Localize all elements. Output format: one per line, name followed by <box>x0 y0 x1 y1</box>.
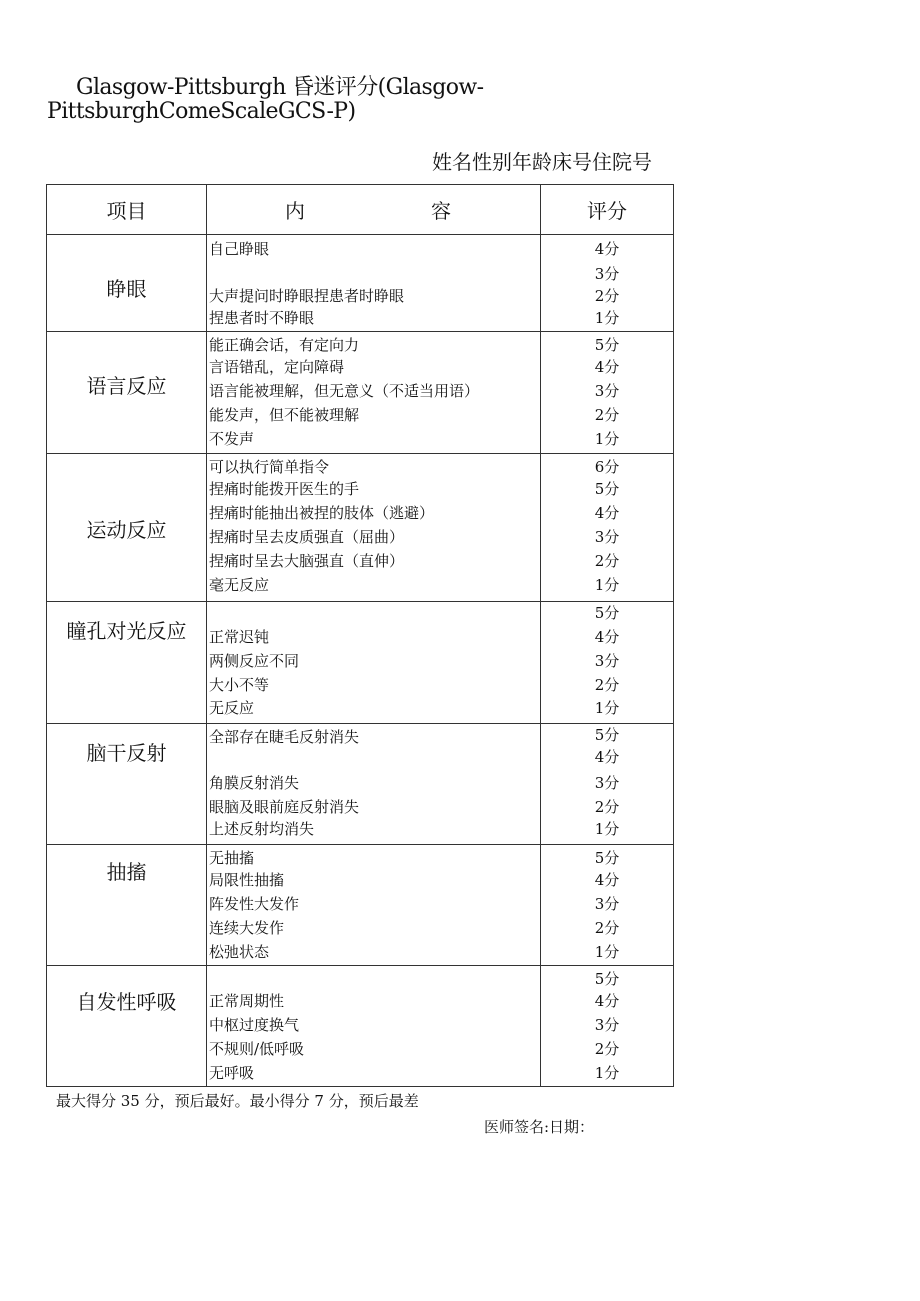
score-value: 3分 <box>594 528 620 546</box>
table-header-row <box>47 185 674 235</box>
criterion-text: 语言能被理解，但无意义（不适当用语） <box>209 382 480 400</box>
score-value: 2分 <box>594 798 620 816</box>
criterion-text: 捏患者时不睁眼 <box>209 309 315 327</box>
header-score: 评分 <box>541 185 674 235</box>
criteria-cell <box>207 724 541 845</box>
score-cell <box>541 602 674 724</box>
criterion-text: 松弛状态 <box>209 943 270 961</box>
criterion-text: 两侧反应不同 <box>209 652 300 670</box>
criterion-text: 无反应 <box>209 699 255 717</box>
category-cell <box>47 235 207 332</box>
score-value: 1分 <box>594 820 620 838</box>
criterion-text: 捏痛时能拨开医生的手 <box>209 480 360 498</box>
score-value: 4分 <box>594 240 620 258</box>
score-value: 2分 <box>594 919 620 937</box>
criterion-text: 连续大发作 <box>209 919 285 937</box>
score-cell <box>541 845 674 966</box>
table-row <box>47 845 674 966</box>
gcs-score-table <box>46 184 674 1087</box>
table-row <box>47 966 674 1087</box>
score-value: 5分 <box>594 336 620 354</box>
criterion-text: 毫无反应 <box>209 576 270 594</box>
score-value: 3分 <box>594 382 620 400</box>
category-label: 运动反应 <box>86 518 167 542</box>
criterion-text: 不规则/低呼吸 <box>209 1040 305 1058</box>
table-row <box>47 332 674 454</box>
criterion-text: 可以执行简单指令 <box>209 458 330 476</box>
criterion-text: 能发声，但不能被理解 <box>209 406 360 424</box>
criterion-text: 自己睁眼 <box>209 240 270 258</box>
score-value: 1分 <box>594 699 620 717</box>
category-label: 睁眼 <box>106 277 147 301</box>
score-value: 1分 <box>594 1064 620 1082</box>
category-cell <box>47 966 207 1087</box>
criterion-text: 大声提问时睁眼捏患者时睁眼 <box>209 287 405 305</box>
category-cell <box>47 602 207 724</box>
category-label: 脑干反射 <box>86 741 167 765</box>
score-value: 1分 <box>594 309 620 327</box>
criterion-text: 正常迟钝 <box>209 628 270 646</box>
criterion-text: 上述反射均消失 <box>209 820 315 838</box>
table-row <box>47 454 674 602</box>
document-title-line1: Glasgow-Pittsburgh 昏迷评分(Glasgow- <box>76 75 484 100</box>
criterion-text: 能正确会话，有定向力 <box>209 336 360 354</box>
document-title-line2: PittsburghComeScaleGCS-P) <box>47 99 356 124</box>
criterion-text: 眼脑及眼前庭反射消失 <box>209 798 360 816</box>
score-value: 3分 <box>594 774 620 792</box>
score-value: 5分 <box>594 480 620 498</box>
score-value: 5分 <box>594 726 620 744</box>
category-label: 抽搐 <box>106 860 147 884</box>
criterion-text: 全部存在睫毛反射消失 <box>209 728 360 746</box>
criteria-cell <box>207 332 541 454</box>
criterion-text: 捏痛时呈去大脑强直（直伸） <box>209 552 405 570</box>
score-cell <box>541 724 674 845</box>
criterion-text: 角膜反射消失 <box>209 774 300 792</box>
table-row <box>47 724 674 845</box>
table-row <box>47 602 674 724</box>
header-item: 项目 <box>47 185 207 235</box>
header-content-right: 容 <box>431 199 451 223</box>
score-cell <box>541 454 674 602</box>
category-cell <box>47 724 207 845</box>
score-value: 6分 <box>594 458 620 476</box>
header-content <box>207 185 541 235</box>
score-cell <box>541 332 674 454</box>
score-value: 2分 <box>594 676 620 694</box>
criteria-cell <box>207 966 541 1087</box>
score-cell <box>541 966 674 1087</box>
score-value: 5分 <box>594 604 620 622</box>
patient-info-fields: 姓名性别年龄床号住院号 <box>432 150 652 174</box>
category-label: 自发性呼吸 <box>76 990 177 1014</box>
criteria-cell <box>207 454 541 602</box>
criterion-text: 不发声 <box>209 430 255 448</box>
score-cell <box>541 235 674 332</box>
score-value: 4分 <box>594 871 620 889</box>
score-value: 3分 <box>594 1016 620 1034</box>
score-value: 4分 <box>594 628 620 646</box>
score-value: 4分 <box>594 358 620 376</box>
category-cell <box>47 845 207 966</box>
criterion-text: 捏痛时能抽出被捏的肢体（逃避） <box>209 504 435 522</box>
score-value: 1分 <box>594 430 620 448</box>
criterion-text: 正常周期性 <box>209 992 285 1010</box>
criterion-text: 无呼吸 <box>209 1064 255 1082</box>
score-value: 2分 <box>594 552 620 570</box>
score-value: 3分 <box>594 265 620 283</box>
score-value: 4分 <box>594 748 620 766</box>
score-value: 4分 <box>594 992 620 1010</box>
header-content-left: 内 <box>285 199 305 223</box>
score-value: 1分 <box>594 576 620 594</box>
score-value: 5分 <box>594 970 620 988</box>
criteria-cell <box>207 845 541 966</box>
criteria-cell <box>207 235 541 332</box>
category-label: 语言反应 <box>86 374 167 398</box>
criterion-text: 捏痛时呈去皮质强直（屈曲） <box>209 528 405 546</box>
category-cell <box>47 454 207 602</box>
category-cell <box>47 332 207 454</box>
score-value: 4分 <box>594 504 620 522</box>
score-value: 2分 <box>594 287 620 305</box>
criteria-cell <box>207 602 541 724</box>
score-value: 1分 <box>594 943 620 961</box>
table-row <box>47 235 674 332</box>
score-value: 3分 <box>594 652 620 670</box>
criterion-text: 中枢过度换气 <box>209 1016 300 1034</box>
category-label: 瞳孔对光反应 <box>66 619 187 643</box>
doctor-signature-date: 医师签名:日期： <box>484 1118 595 1136</box>
score-value: 3分 <box>594 895 620 913</box>
criterion-text: 无抽搐 <box>209 849 255 867</box>
criterion-text: 大小不等 <box>209 676 270 694</box>
score-value: 2分 <box>594 1040 620 1058</box>
criterion-text: 局限性抽搐 <box>209 871 285 889</box>
criterion-text: 言语错乱，定向障碍 <box>209 358 345 376</box>
score-footnote: 最大得分 35 分，预后最好。最小得分 7 分，预后最差 <box>56 1092 419 1110</box>
score-value: 2分 <box>594 406 620 424</box>
score-value: 5分 <box>594 849 620 867</box>
criterion-text: 阵发性大发作 <box>209 895 300 913</box>
